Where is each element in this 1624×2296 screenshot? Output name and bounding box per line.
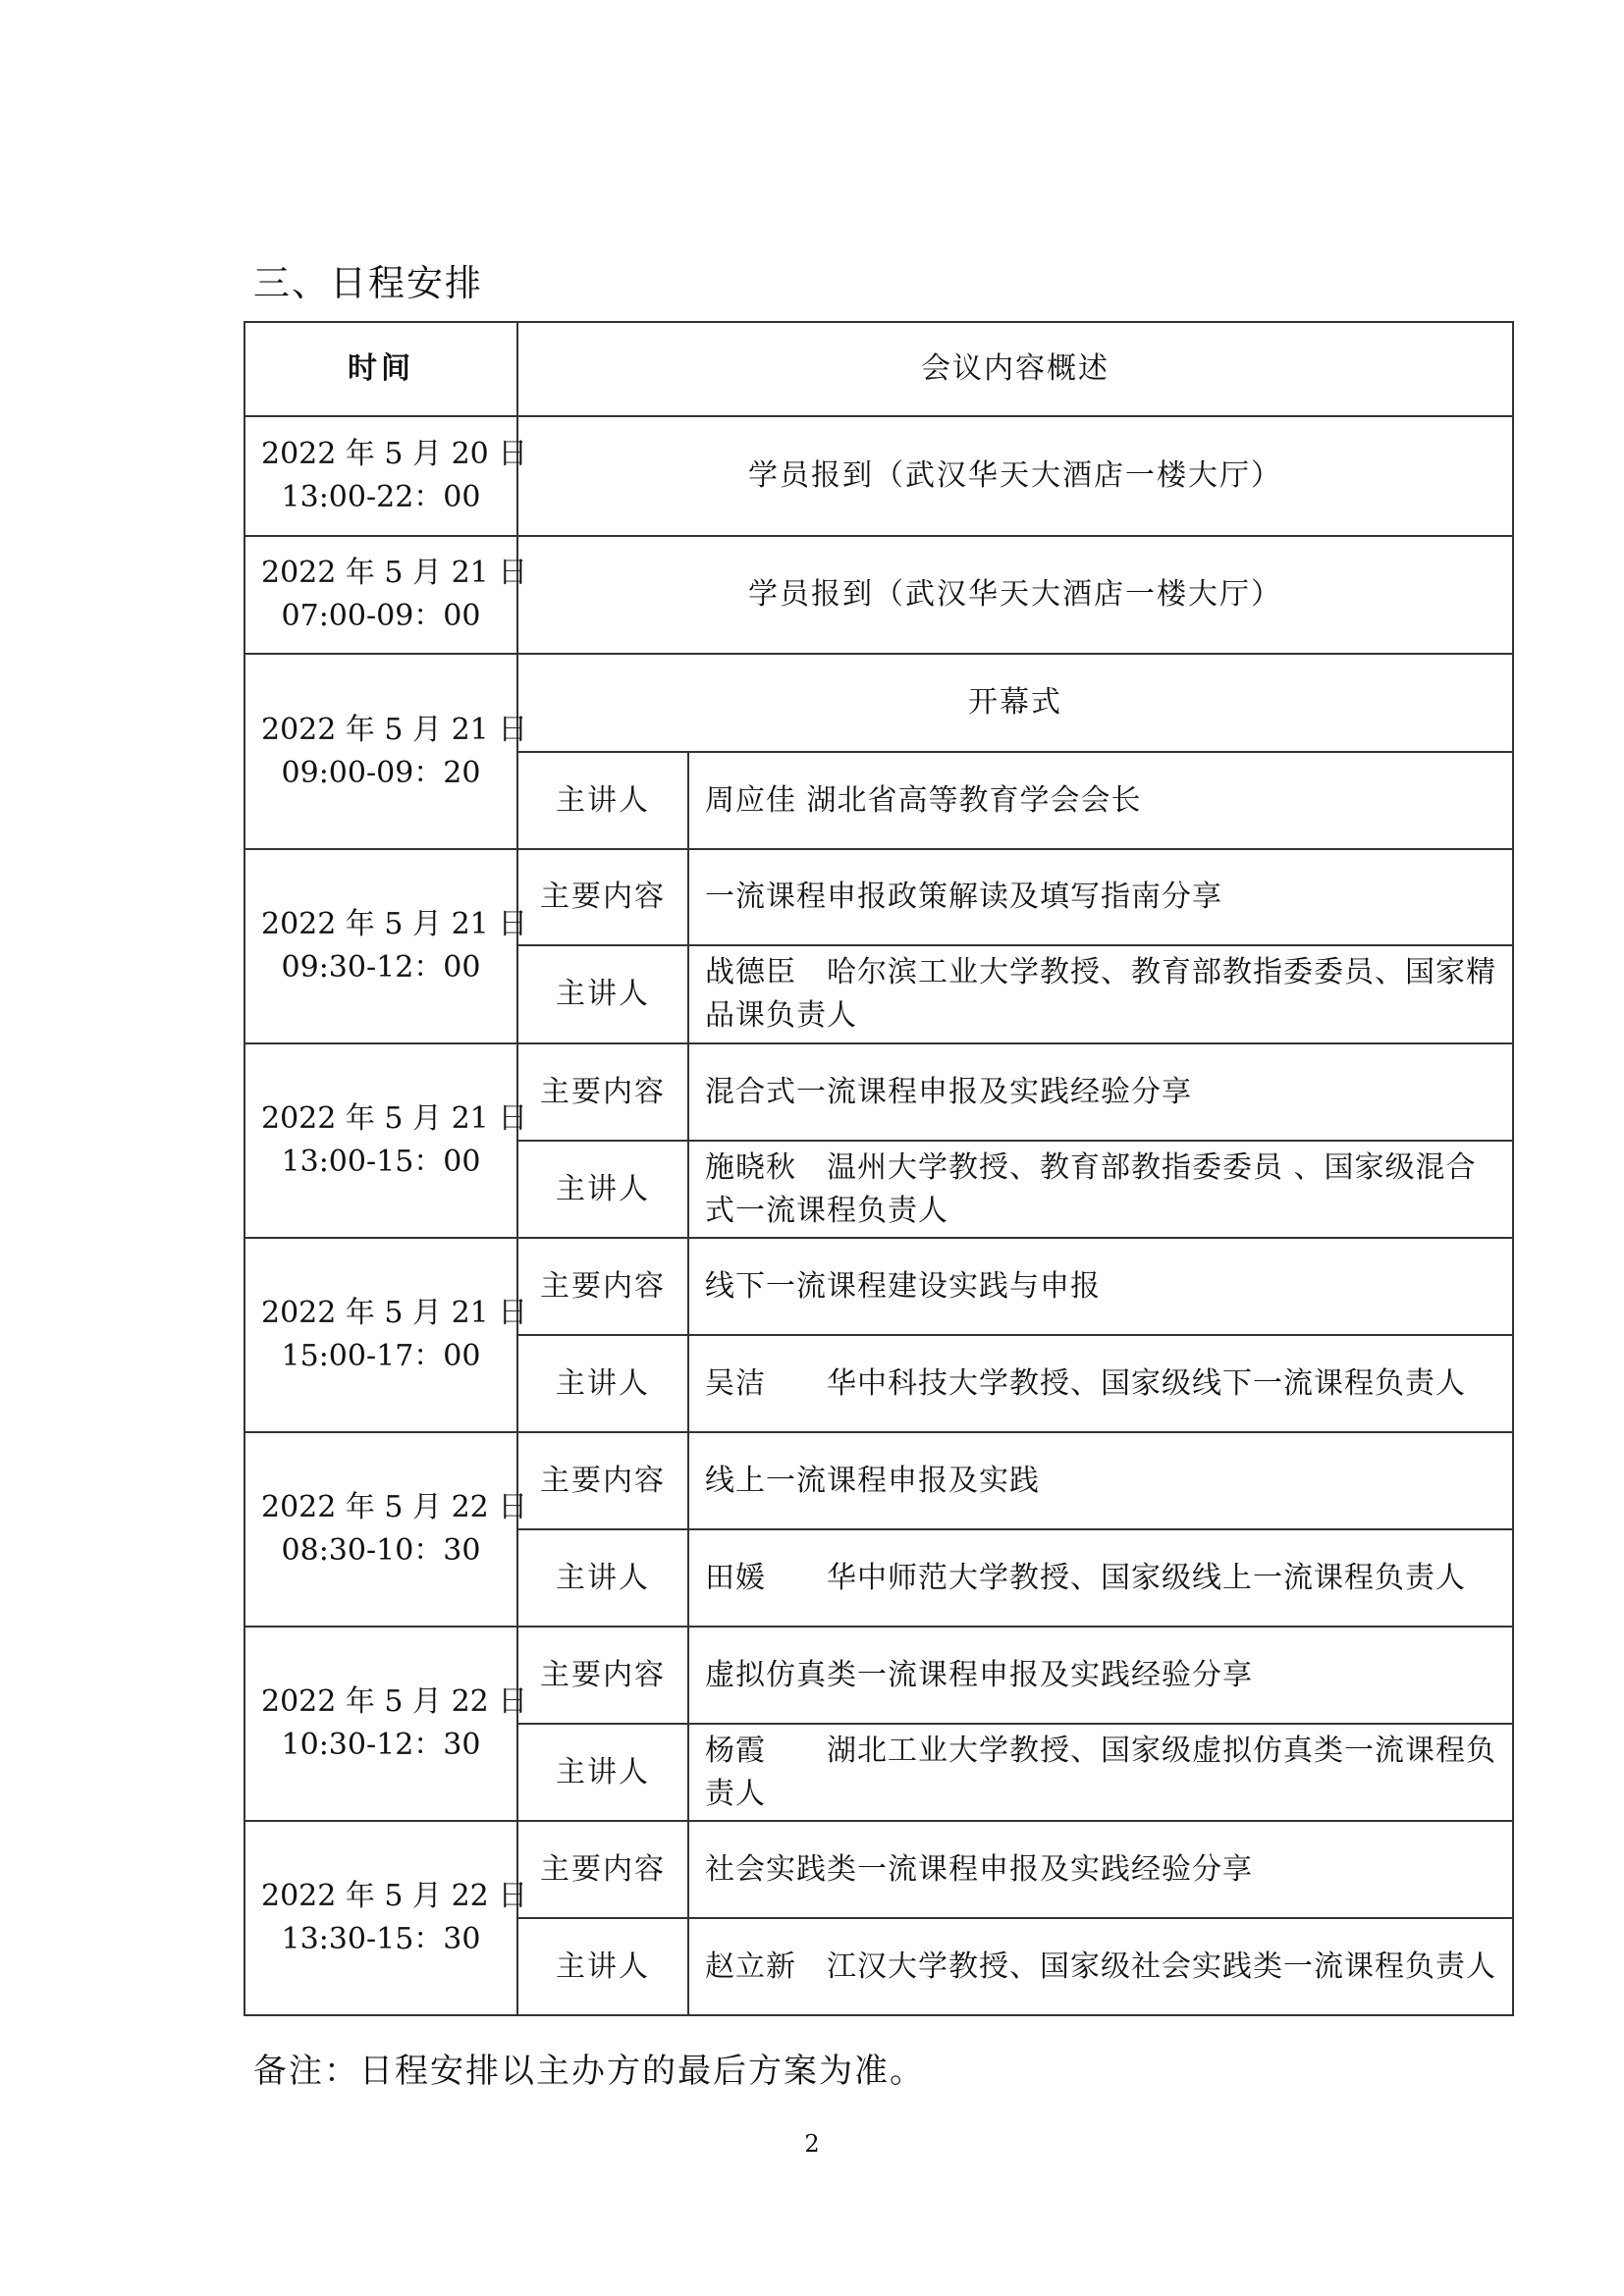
time-cell (244, 1627, 528, 1821)
speaker-cell: 赵立新 江汉大学教授、国家级社会实践类一流课程负责人 (688, 1918, 1513, 2015)
time-range-text: 07:00-09：00 (281, 599, 481, 633)
time-cell (244, 1238, 528, 1432)
date-text: 2022 年 5 月 21 日 (261, 907, 528, 941)
date-text: 2022 年 5 月 21 日 (261, 556, 528, 590)
date-text: 2022 年 5 月 21 日 (261, 712, 528, 747)
speaker-cell: 吴洁 华中科技大学教授、国家级线下一流课程负责人 (688, 1335, 1513, 1432)
content-label: 主要内容 (517, 1627, 688, 1724)
table-header-row (244, 322, 1513, 416)
time-cell (244, 536, 528, 654)
time-range-text: 13:00-22：00 (281, 480, 481, 514)
content-cell: 社会实践类一流课程申报及实践经验分享 (688, 1821, 1513, 1918)
content-label: 主要内容 (517, 1043, 688, 1141)
content-cell: 一流课程申报政策解读及填写指南分享 (688, 849, 1513, 945)
time-cell (244, 416, 528, 536)
content-label: 主要内容 (517, 849, 688, 945)
content-label: 主要内容 (517, 1238, 688, 1335)
speaker-cell: 杨霞 湖北工业大学教授、国家级虚拟仿真类一流课程负责人 (688, 1724, 1513, 1821)
time-range-text: 08:30-10：30 (281, 1533, 481, 1568)
section-title: 三、日程安排 (253, 262, 483, 304)
date-text: 2022 年 5 月 22 日 (261, 1879, 528, 1913)
date-text: 2022 年 5 月 20 日 (261, 437, 528, 471)
time-cell (244, 849, 528, 1043)
page-number: 2 (804, 2130, 820, 2158)
speaker-cell: 战德臣 哈尔滨工业大学教授、教育部教指委委员、国家精品课负责人 (688, 945, 1513, 1043)
speaker-label: 主讲人 (517, 1724, 688, 1821)
speaker-label: 主讲人 (517, 1529, 688, 1627)
content-cell: 学员报到（武汉华天大酒店一楼大厅） (517, 536, 1513, 654)
table-row (244, 654, 1513, 752)
date-text: 2022 年 5 月 22 日 (261, 1684, 528, 1719)
session-title-cell: 开幕式 (517, 654, 1513, 752)
content-cell: 线下一流课程建设实践与申报 (688, 1238, 1513, 1335)
table-row (244, 1627, 1513, 1724)
time-range-text: 09:30-12：00 (281, 950, 481, 985)
content-cell: 学员报到（武汉华天大酒店一楼大厅） (517, 416, 1513, 536)
time-range-text: 15:00-17：00 (281, 1339, 481, 1373)
date-text: 2022 年 5 月 21 日 (261, 1101, 528, 1136)
header-content: 会议内容概述 (517, 322, 1513, 416)
time-range-text: 13:30-15：30 (281, 1922, 481, 1956)
speaker-cell: 田媛 华中师范大学教授、国家级线上一流课程负责人 (688, 1529, 1513, 1627)
table-row (244, 416, 1513, 536)
speaker-label: 主讲人 (517, 1335, 688, 1432)
time-cell (244, 1432, 528, 1627)
table-row (244, 1821, 1513, 1918)
time-cell (244, 654, 528, 849)
table-row (244, 1238, 1513, 1335)
speaker-label: 主讲人 (517, 945, 688, 1043)
date-text: 2022 年 5 月 21 日 (261, 1296, 528, 1330)
time-range-text: 10:30-12：30 (281, 1728, 481, 1762)
content-label: 主要内容 (517, 1432, 688, 1529)
schedule-note: 备注：日程安排以主办方的最后方案为准。 (253, 2052, 925, 2091)
content-cell: 线上一流课程申报及实践 (688, 1432, 1513, 1529)
speaker-label: 主讲人 (517, 1141, 688, 1238)
table-row (244, 849, 1513, 945)
table-row (244, 536, 1513, 654)
time-range-text: 13:00-15：00 (281, 1145, 481, 1179)
header-time: 时间 (244, 322, 517, 416)
time-range-text: 09:00-09：20 (281, 755, 481, 790)
table-row (244, 1043, 1513, 1141)
schedule-table (244, 321, 1514, 2016)
content-cell: 混合式一流课程申报及实践经验分享 (688, 1043, 1513, 1141)
speaker-cell: 施晓秋 温州大学教授、教育部教指委委员 、国家级混合式一流课程负责人 (688, 1141, 1513, 1238)
time-cell (244, 1043, 528, 1238)
content-label: 主要内容 (517, 1821, 688, 1918)
content-cell: 虚拟仿真类一流课程申报及实践经验分享 (688, 1627, 1513, 1724)
speaker-label: 主讲人 (517, 752, 688, 849)
speaker-cell: 周应佳 湖北省高等教育学会会长 (688, 752, 1513, 849)
time-cell (244, 1821, 528, 2015)
date-text: 2022 年 5 月 22 日 (261, 1490, 528, 1524)
speaker-label: 主讲人 (517, 1918, 688, 2015)
table-row (244, 1432, 1513, 1529)
